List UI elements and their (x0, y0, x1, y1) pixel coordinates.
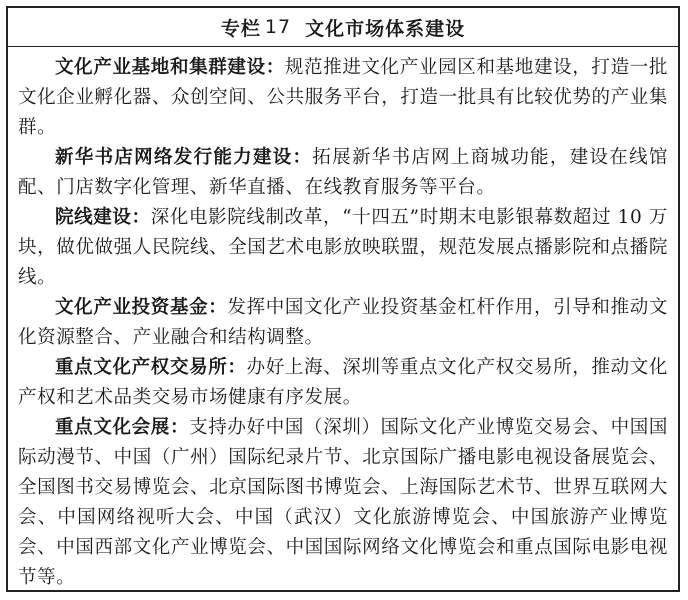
paragraph-body: 发挥中国文化产业投资基金杠杆作用，引导和推动文化资源整合、产业融合和结构调整。 (18, 297, 668, 348)
box-label: 专栏 (220, 17, 261, 40)
paragraph-body: 办好上海、深圳等重点文化产权交易所，推动文化产权和艺术品类交易市场健康有序发展。 (18, 357, 668, 408)
paragraph (18, 293, 668, 353)
paragraph-body: 深化电影院线制改革，“十四五”时期末电影银幕数超过 10 万块，做优做强人民院线、全国艺术电影放映联盟，规范发展点播影院和点播院线。 (18, 207, 668, 288)
box-number: 17 (264, 16, 292, 38)
paragraph (18, 413, 668, 593)
paragraph-lead: 文化产业投资基金： (55, 297, 228, 318)
box-content (8, 47, 678, 593)
paragraph-lead: 重点文化产权交易所： (55, 357, 247, 378)
paragraph (18, 203, 668, 293)
paragraph-lead: 院线建设： (55, 207, 151, 228)
paragraph-body: 支持办好中国（深圳）国际文化产业博览交易会、中国国际动漫节、中国（广州）国际纪录片节、北京国际广播电影电视设备展览会、全国图书交易博览会、北京国际图书博览会、上海国际艺术节、世界互联网大会、中国网络视听大会、中国（武汉）文化旅游博览会、中国旅游产业博览会、中国西部文化产业博览会、中国国际网络文化博览会和重点国际电影电视节等。 (18, 417, 668, 588)
paragraph-body: 规范推进文化产业园区和基地建设，打造一批文化企业孵化器、众创空间、公共服务平台，打造一批具有比较优势的产业集群。 (18, 57, 668, 138)
box-title: 文化市场体系建设 (305, 17, 466, 40)
sidebar-box (6, 6, 680, 592)
paragraph (18, 353, 668, 413)
paragraph-lead: 文化产业基地和集群建设： (55, 57, 285, 78)
paragraph (18, 53, 668, 143)
paragraph-body: 拓展新华书店网上商城功能，建设在线馆配、门店数字化管理、新华直播、在线教育服务等平台。 (18, 147, 668, 198)
box-header (8, 8, 678, 47)
paragraph-lead: 新华书店网络发行能力建设： (55, 147, 313, 168)
paragraph-lead: 重点文化会展： (55, 417, 190, 438)
paragraph (18, 143, 668, 203)
